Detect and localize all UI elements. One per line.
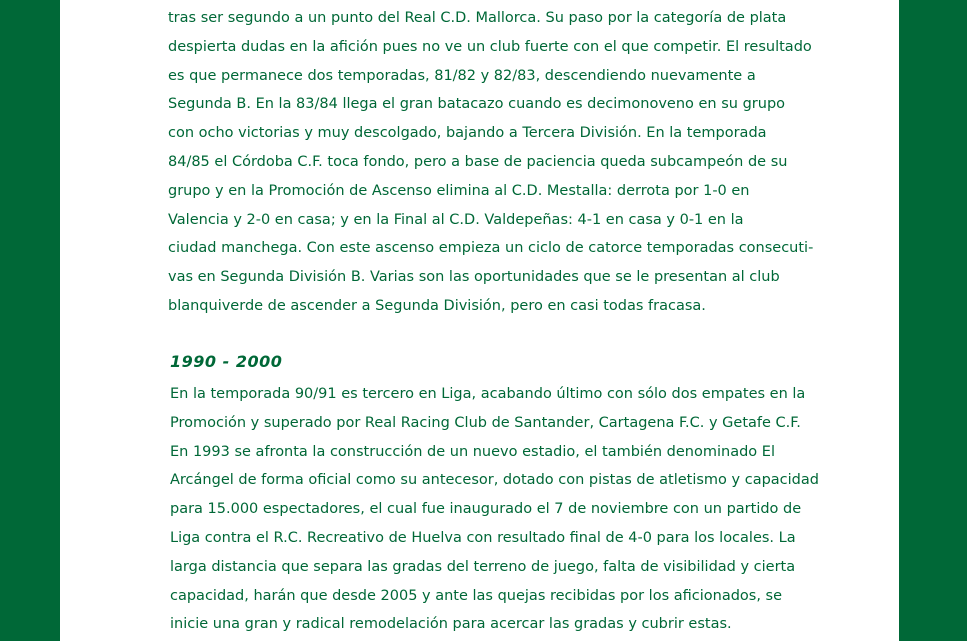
section-heading: 1990 - 2000 bbox=[170, 352, 283, 371]
text-line: Liga contra el R.C. Recreativo de Huelva con resultado final de 4-0 para los locales. La bbox=[170, 529, 796, 546]
text-line: es que permanece dos temporadas, 81/82 y 82/83, descendiendo nuevamente a bbox=[168, 67, 756, 84]
text-line: ciudad manchega. Con este ascenso empieza un ciclo de catorce temporadas consecuti- bbox=[168, 240, 814, 257]
text-line: En la temporada 90/91 es tercero en Liga, acabando último con sólo dos empates en la bbox=[170, 386, 806, 402]
text-line: despierta dudas en la afición pues no ve un club fuerte con el que competir. El resultado bbox=[168, 38, 812, 55]
text-line: larga distancia que separa las gradas del terreno de juego, falta de visibilidad y cierta bbox=[170, 558, 796, 575]
text-line: En 1993 se afronta la construcción de un nuevo estadio, el también denominado El bbox=[170, 443, 775, 460]
text-line: blanquiverde de ascender a Segunda División, pero en casi todas fracasa. bbox=[168, 297, 706, 314]
text-line: con ocho victorias y muy descolgado, bajando a Tercera División. En la temporada bbox=[168, 125, 767, 142]
text-line: inicie una gran y radical remodelación para acercar las gradas y cubrir estas. bbox=[170, 616, 732, 633]
text-line: Arcángel de forma oficial como su antecesor, dotado con pistas de atletismo y capacidad bbox=[170, 472, 819, 489]
text-line: capacidad, harán que desde 2005 y ante las quejas recibidas por los aficionados, se bbox=[170, 587, 783, 604]
text-line: vas en Segunda División B. Varias son las oportunidades que se le presentan al club bbox=[168, 269, 780, 286]
text-line: Promoción y superado por Real Racing Club de Santander, Cartagena F.C. y Getafe C.F. bbox=[170, 414, 801, 431]
paragraph-history-90s bbox=[170, 380, 819, 639]
text-line: grupo y en la Promoción de Ascenso elimina al C.D. Mestalla: derrota por 1-0 en bbox=[168, 182, 750, 199]
text-line: para 15.000 espectadores, el cual fue inaugurado el 7 de noviembre con un partido de bbox=[170, 501, 802, 518]
paragraph-history-80s bbox=[168, 4, 813, 321]
text-line: tras ser segundo a un punto del Real C.D. Mallorca. Su paso por la categoría de plata bbox=[168, 10, 787, 26]
text-line: 84/85 el Córdoba C.F. toca fondo, pero a base de paciencia queda subcampeón de su bbox=[168, 153, 788, 170]
text-line: Segunda B. En la 83/84 llega el gran batacazo cuando es decimonoveno en su grupo bbox=[168, 96, 786, 113]
text-line: Valencia y 2-0 en casa; y en la Final al C.D. Valdepeñas: 4-1 en casa y 0-1 en la bbox=[168, 211, 744, 228]
document-page bbox=[60, 0, 899, 641]
